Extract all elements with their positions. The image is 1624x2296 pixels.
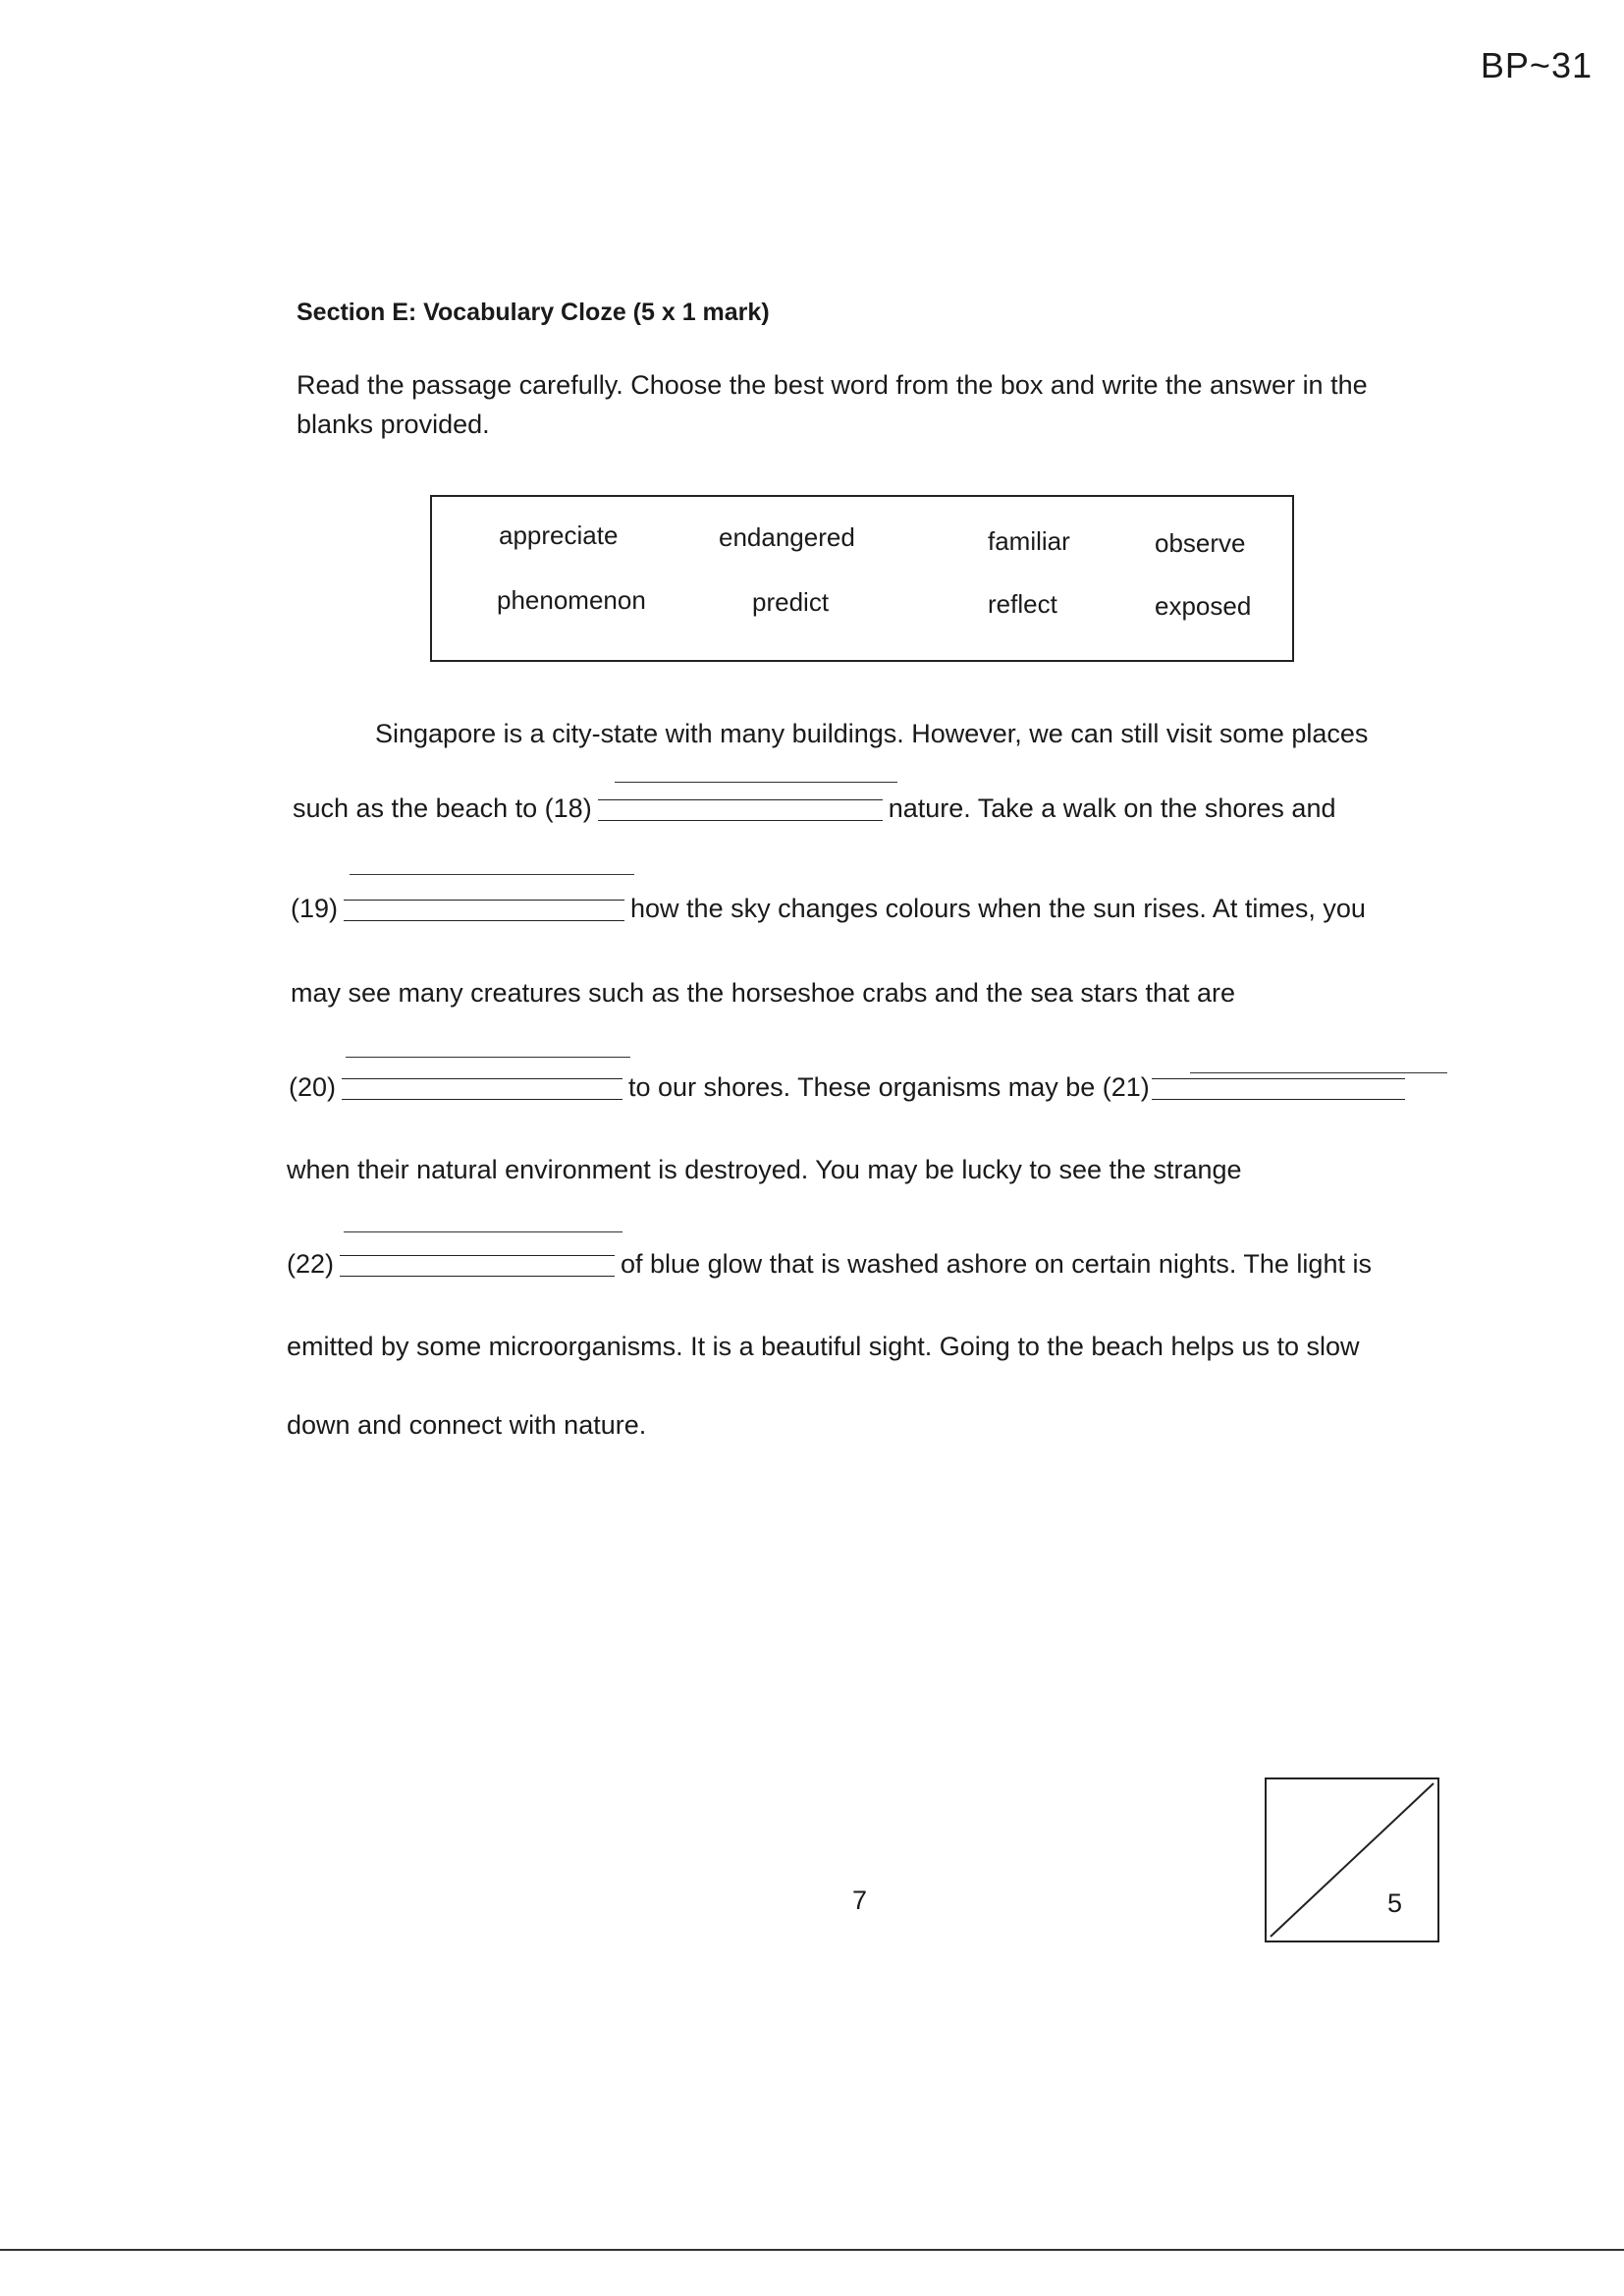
answer-blank-18[interactable] xyxy=(598,799,883,821)
score-divider-icon xyxy=(1267,1779,1437,1941)
word-option: phenomenon xyxy=(497,585,646,615)
score-value: 5 xyxy=(1386,1888,1402,1918)
instructions: Read the passage carefully. Choose the best word from the box and write the answer in the blanks provided. xyxy=(297,370,1368,439)
document-code: BP~31 xyxy=(1480,45,1593,85)
passage-line: (22) of blue glow that is washed ashore on certain nights. The light is xyxy=(287,1249,1372,1279)
bottom-rule xyxy=(0,2249,1624,2251)
page-number: 7 xyxy=(852,1886,868,1915)
section-title: Section E: Vocabulary Cloze (5 x 1 mark) xyxy=(297,299,770,326)
answer-blank-21[interactable] xyxy=(1152,1078,1405,1100)
word-option: predict xyxy=(752,587,830,617)
word-option: familiar xyxy=(988,526,1070,556)
passage-line: may see many creatures such as the horseshoe crabs and the sea stars that are xyxy=(291,978,1236,1008)
word-option: exposed xyxy=(1155,591,1252,621)
passage-line: Singapore is a city-state with many buildings. However, we can still visit some places xyxy=(375,719,1369,748)
word-option: endangered xyxy=(719,522,855,552)
passage-line: when their natural environment is destroyed. You may be lucky to see the strange xyxy=(287,1155,1242,1184)
score-box xyxy=(1265,1777,1439,1942)
answer-blank-22[interactable] xyxy=(340,1255,615,1277)
word-option: observe xyxy=(1155,528,1246,558)
passage-line: (20) to our shores. These organisms may be (21) xyxy=(289,1072,1411,1103)
passage-line: down and connect with nature. xyxy=(287,1410,647,1440)
passage-line: such as the beach to (18) nature. Take a walk on the shores and xyxy=(293,793,1336,823)
word-option: reflect xyxy=(988,589,1057,619)
answer-blank-20[interactable] xyxy=(342,1078,623,1100)
word-box xyxy=(430,495,1294,662)
answer-blank-19[interactable] xyxy=(344,900,624,921)
passage-line: emitted by some microorganisms. It is a beautiful sight. Going to the beach helps us to slow xyxy=(287,1332,1360,1361)
word-option: appreciate xyxy=(499,520,619,550)
passage-line: (19) how the sky changes colours when the sun rises. At times, you xyxy=(291,894,1366,923)
